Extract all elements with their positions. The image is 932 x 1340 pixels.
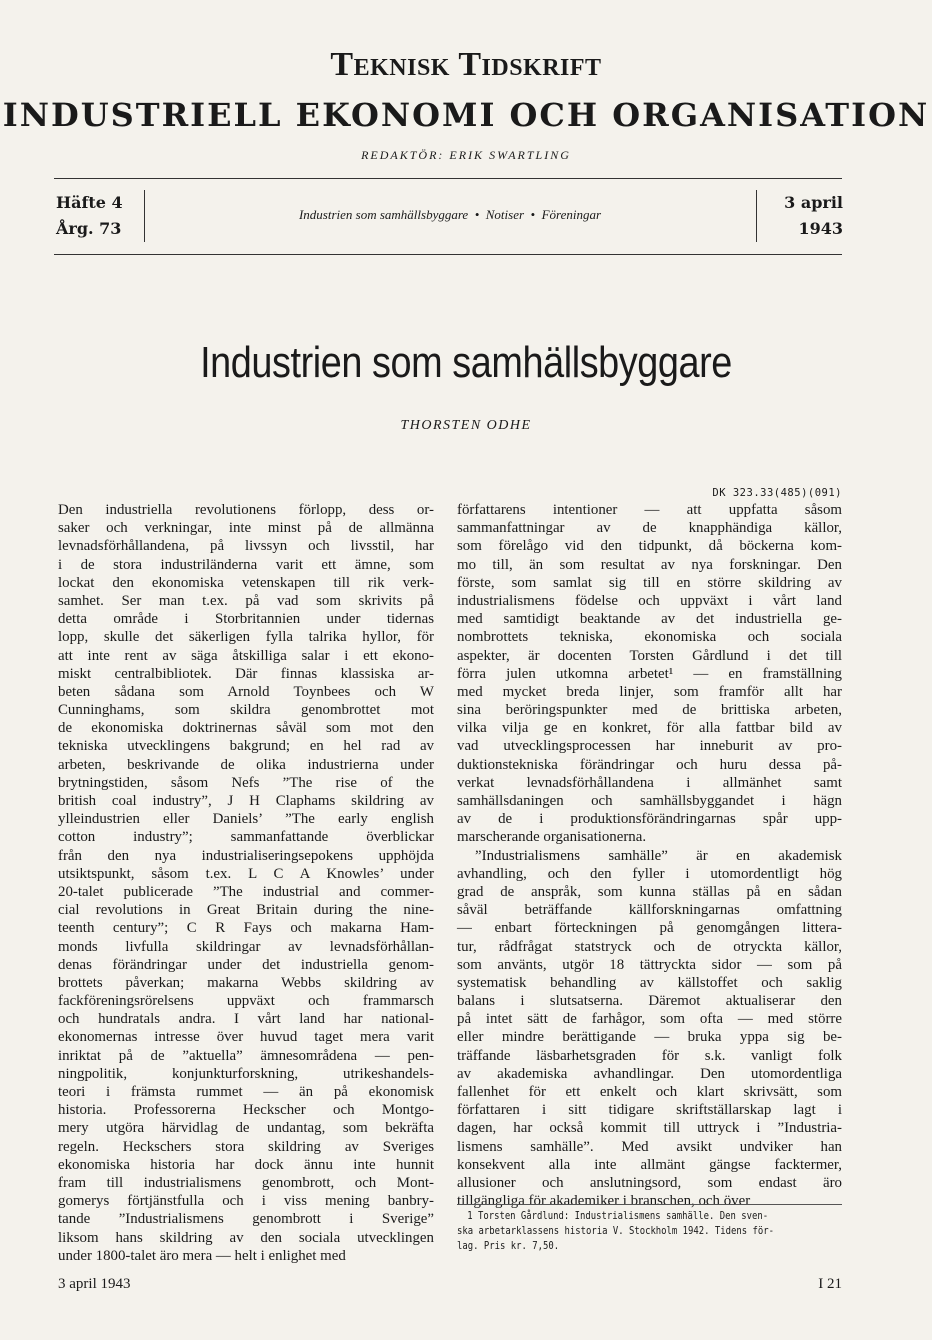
text-line: liksom hans skildring av den sociala utvecklingen (58, 1229, 434, 1246)
text-line: — enbart förteckningen på genomgången littera- (457, 920, 842, 937)
text-line: gomerys förtjänstfulla och i viss mening banbry- (58, 1193, 434, 1210)
text-line: tekniska utvecklingens bakgrund; en hel rad av (58, 738, 434, 755)
footnote (457, 1209, 841, 1254)
text-line: Cunninghams, som skildra genombrottet mot (58, 702, 434, 719)
footnote-line: ska arbetarklassens historia V. Stockholm 1942. Tidens för- (457, 1225, 775, 1237)
text-line: cial revolutions in Great Britain during the nine- (58, 902, 434, 919)
article-author: THORSTEN ODHE (400, 418, 532, 433)
text-line: fram till industrialismens genombrott, och Mont- (58, 1174, 434, 1191)
text-line: konsekvent alla inte allmänt gängse facktermer, (457, 1156, 842, 1173)
text-line: sammanfattningar av de knapphändiga källor, (457, 520, 842, 537)
text-line: författarens intentioner — att uppfatta såsom (457, 502, 842, 518)
article-column-left (58, 501, 434, 1265)
issue-hafte: Häfte 4 (56, 193, 123, 212)
text-line: cotton industry”; sammanfattande överblickar (58, 829, 434, 846)
text-line: eller mindre berättigande — bruka yppa sig be- (457, 1029, 842, 1046)
text-line: förra julen utkomna arbetet¹ — en framställning (457, 665, 842, 682)
text-line: denas förändringar under det industriella genom- (58, 956, 434, 973)
editor-line: REDAKTÖR: ERIK SWARTLING (361, 148, 571, 162)
text-line: detta område i Storbritannien under tidernas (58, 611, 434, 628)
text-line: utsiktspunkt, såsom t.ex. L C A Knowles’ under (58, 865, 434, 882)
text-line: sina beröringspunkter med de brittiska arbeten, (457, 702, 842, 719)
text-line: på intet sätt de farhågor, som ofta — med större (457, 1011, 842, 1028)
issue-year: 1943 (798, 219, 843, 238)
text-line: mery utgöra härvidlag de undantag, som bekräfta (58, 1120, 434, 1137)
journal-title: Teknisk Tidskrift (330, 46, 602, 83)
text-line: duktionstekniska förändringar och huru dessa på- (457, 756, 842, 773)
text-line: med samtidigt beaktande av det industriella ge- (457, 611, 842, 628)
text-line: tillgängliga för akademiker i branschen, och över (457, 1193, 751, 1210)
text-line: teenth century”; C R Fays och makarna Ham- (58, 920, 434, 937)
text-line: mo till, än som resultat av nya forskningar. Den (457, 556, 842, 573)
footnote-line: 1 Torsten Gårdlund: Industrialismens samhälle. Den sven- (467, 1210, 769, 1222)
text-line: industrialismens födelse och uppväxt i vårt land (457, 592, 842, 609)
text-line: av de i produktionsförändringarnas spår upp- (457, 811, 842, 828)
text-line: lismens samhälle”. Med avsikt undviker han (457, 1138, 842, 1155)
section-title: INDUSTRIELL EKONOMI OCH ORGANISATION (2, 96, 930, 134)
text-line: aspekter, är docenten Torsten Gårdlund i det till (457, 647, 842, 664)
text-line: teori i främsta rummet — än på ekonomisk (58, 1084, 434, 1100)
text-line: Den industriella revolutionens förlopp, dess or- (58, 502, 434, 518)
text-line: allusioner och anslutningsord, som endast äro (457, 1174, 842, 1191)
text-line: samhällsdaningen och samhällsbyggandet i hägn (457, 793, 842, 809)
text-line: lopp, skulle det säkerligen fylla talrika hyllor, för (58, 629, 434, 646)
text-line: historia. Professorerna Heckscher och Montgo- (58, 1102, 434, 1119)
text-line: beten sådana som Arnold Toynbees och W (58, 683, 434, 700)
text-line: under 1800-talet äro mera — helt i enlighet med (58, 1247, 346, 1264)
text-line: tande ”Industrialismens genombrott i Sverige” (58, 1211, 434, 1228)
text-line: inriktat på de ”aktuella” ämnesområdena — pen- (58, 1047, 434, 1064)
header-rule-bottom (54, 254, 842, 255)
text-line: lockat den ekonomiska vetenskapen till rik verk- (58, 574, 434, 591)
text-line: monds livfulla skildringar av levnadsförhållan- (58, 938, 434, 955)
text-line: vilka vilja ge en konkret, för alla fattbar bild av (457, 720, 842, 737)
text-line: samhet. Ser man t.ex. på vad som skrivits på (58, 592, 434, 609)
article-title: Industrien som samhällsbyggare (200, 338, 732, 387)
footnote-rule (457, 1204, 842, 1205)
text-line: av akademiska avhandlingar. Den utomordentliga (457, 1065, 842, 1082)
folio-date: 3 april 1943 (58, 1276, 131, 1292)
text-line: dagen, har också kommit till uttryck i ”Industria- (457, 1120, 842, 1137)
text-line: från den nya industrialiseringsepokens upphöjda (58, 847, 434, 864)
text-line: british coal industry”, J H Claphams skildring av (58, 793, 434, 809)
text-line: författaren i sitt tidigare skriftställarskap lagt i (457, 1102, 842, 1119)
text-line: balans i slutsatserna. Däremot aktualiserar den (457, 993, 842, 1010)
text-line: ekonomiska historia har dock ännu inte hunnit (58, 1156, 434, 1173)
text-line: verkat levnadsförhållandena i allmänhet samt (457, 774, 842, 791)
text-line: och hundratals andra. I vårt land har national- (58, 1011, 434, 1028)
text-line: brytningstiden, såsom Nefs ”The rise of the (58, 774, 434, 791)
text-line: brottets påverkan; makarna Webbs skildring av (58, 974, 434, 991)
text-line: miskt centralbibliotek. Där finnas klassiska ar- (58, 665, 434, 682)
header-rule-top (54, 178, 842, 179)
text-line: systematisk behandling av källstoffet och saklig (457, 974, 842, 991)
issue-date-block (756, 190, 843, 242)
text-line: som förelågo vid den tidpunkt, då böckerna kom- (457, 538, 842, 555)
text-line: ningpolitik, konjunkturforskning, utrikeshandels- (58, 1065, 434, 1082)
text-line: 20-talet publicerade ”The industrial and commer- (58, 883, 434, 900)
text-line: förste, som samlat sig till en större skildring av (457, 574, 842, 591)
text-line: ekonomernas intresse över huvud taget mera varit (58, 1029, 434, 1046)
text-line: ylleindustrien eller Daniels’ ”The early english (58, 811, 434, 828)
text-line: tur, rådfrågat statstryck och de otryckta källor, (457, 938, 842, 955)
text-line: regeln. Heckschers stora skildring av Sveriges (58, 1138, 434, 1155)
page-number: I 21 (818, 1276, 842, 1292)
text-line: fackföreningsrörelsens uppväxt och frammarsch (58, 993, 434, 1010)
text-line: som använts, utgör 18 tättryckta sidor — som på (457, 956, 842, 973)
issue-contents: Industrien som samhällsbyggare • Notiser • Föreningar (298, 207, 602, 222)
text-line: fallenhet för ett enkelt och klart skrivsätt, som (457, 1084, 842, 1100)
dk-classification: DK 323.33(485)(091) (712, 487, 842, 499)
text-line: marscherande organisationerna. (457, 829, 647, 846)
article-column-right (457, 501, 842, 1210)
text-line: arbeten, beskrivande de olika industrierna under (58, 756, 434, 773)
text-line: att inte rent av säga åtskilliga salar i ett ekono- (58, 647, 434, 664)
text-line: de ekonomiska doktrinernas såväl som mot den (58, 720, 434, 737)
issue-date: 3 april (784, 193, 843, 212)
text-line: i de stora industriländerna varit ett ämne, som (58, 556, 434, 573)
text-line: avhandling, och den fyller i utomordentligt hög (457, 865, 842, 882)
text-line: levnadsförhållandena, på livssyn och livsstil, har (58, 538, 434, 555)
text-line: med mycket breda linjer, som framför allt har (457, 683, 842, 700)
text-line: vad utvecklingsprocessen har inneburit av pro- (457, 738, 842, 755)
footnote-line: lag. Pris kr. 7,50. (457, 1240, 560, 1252)
text-line: träffande läsbarhetsgraden för s.k. vanligt folk (457, 1047, 842, 1064)
text-line: ”Industrialismens samhälle” är en akademisk (475, 847, 842, 864)
text-line: såväl beträffande källforskningarnas omfattning (457, 902, 842, 919)
issue-number-block (56, 190, 145, 242)
issue-volume: Årg. 73 (56, 219, 122, 238)
text-line: grad de anspråk, som kunna ställas på en sådan (457, 883, 842, 900)
text-line: saker och verkningar, inte minst på de allmänna (58, 520, 434, 537)
text-line: nombrottets tekniska, ekonomiska och sociala (457, 629, 842, 646)
